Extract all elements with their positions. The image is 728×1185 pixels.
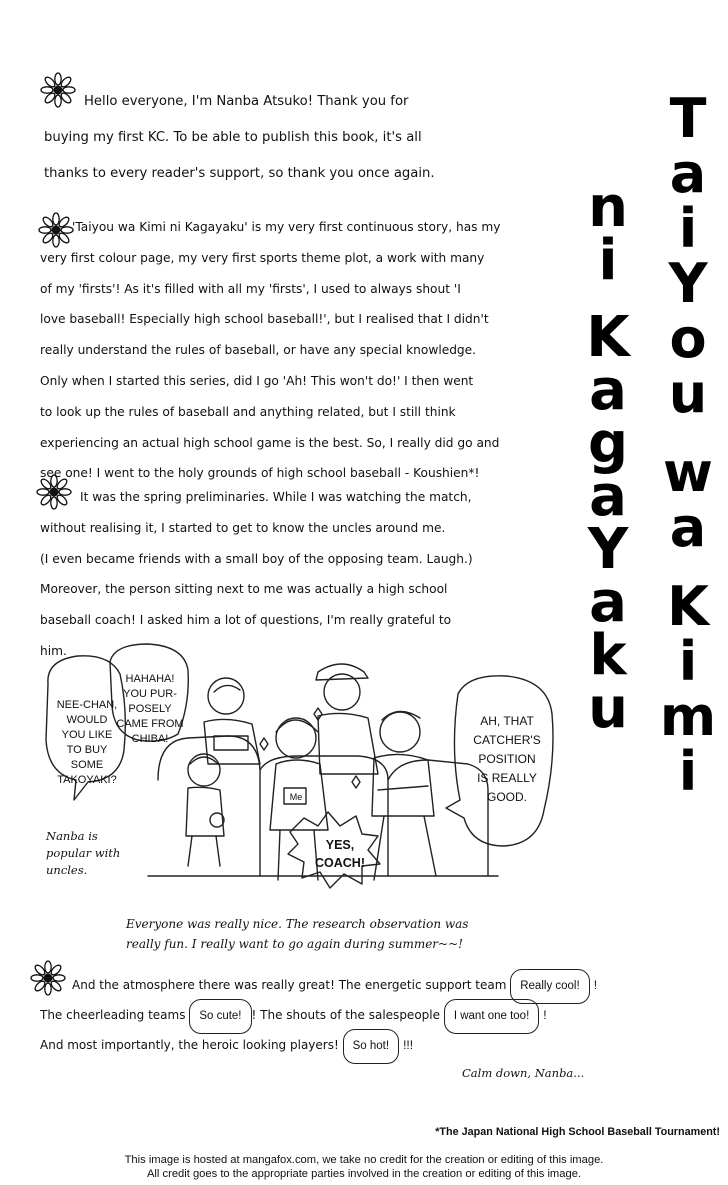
exclamation: !: [543, 1008, 547, 1022]
text-line: see one! I went to the holy grounds of high school baseball - Koushien*!: [40, 466, 480, 481]
title-char: i: [598, 228, 618, 293]
flower-icon: [40, 72, 76, 108]
text-line: [40, 1031, 597, 1061]
note-line: Nanba is: [46, 829, 98, 843]
title-char: o: [669, 307, 707, 370]
atmosphere-line-2b: ! The shouts of the salespeople: [251, 1008, 440, 1022]
title-column-right: [648, 87, 728, 803]
bubble-line: SOME: [70, 759, 104, 771]
speech-bubble-takoyaki: [52, 698, 122, 788]
title-char: u: [588, 676, 628, 741]
calm-down-note: Calm down, Nanba...: [462, 1066, 585, 1080]
bubble-line: AH, THAT: [480, 714, 534, 728]
title-char: i: [678, 630, 698, 693]
title-char: a: [589, 358, 627, 423]
title-char: a: [669, 142, 707, 205]
text-line: buying my first KC. To be able to publish this book, it's all: [44, 130, 422, 145]
bubble-line: NEE-CHAN,: [56, 699, 118, 711]
title-char: a: [669, 496, 707, 559]
bubble-line: YES,: [325, 838, 355, 852]
credit-line: All credit goes to the appropriate parties involved in the creation or editing of this image.: [146, 1168, 582, 1180]
exclamation: !: [593, 978, 598, 992]
bubble-line: POSITION: [478, 752, 536, 766]
title-char: i: [678, 197, 698, 260]
title-char: i: [678, 740, 698, 803]
caption-line: Everyone was really nice. The research observation was: [126, 917, 469, 931]
bubble-line: YOU LIKE: [61, 729, 113, 741]
bubble-line: COACH!: [315, 856, 365, 870]
atmosphere-paragraph: [40, 971, 597, 1061]
text-line: really understand the rules of baseball, or have any special knowledge.: [40, 343, 477, 358]
exclamation: !!!: [403, 1038, 414, 1052]
text-line: him.: [40, 643, 67, 658]
bubble-line: TO BUY: [66, 744, 108, 756]
text-line: Only when I started this series, did I go 'Ah! This won't do!' I then went: [40, 373, 474, 388]
bubble-really-cool: Really cool!: [510, 972, 589, 1001]
title-char: Y: [587, 517, 629, 582]
intro-paragraph: [44, 84, 435, 192]
illustration-caption: [126, 914, 468, 954]
text-line: (I even became friends with a small boy of the opposing team. Laugh.): [40, 551, 473, 566]
bubble-line: HAHAHA!: [125, 673, 175, 685]
bubble-line: YOU PUR-: [123, 688, 177, 700]
credit-line: This image is hosted at mangafox.com, we take no credit for the creation or editing of this image.: [124, 1154, 604, 1166]
bubble-line: POSELY: [128, 703, 172, 715]
title-char: g: [587, 411, 629, 476]
text-line: of my 'firsts'! As it's filled with all my 'firsts', I used to always shout 'I: [40, 281, 461, 296]
text-line: It was the spring preliminaries. While I was watching the match,: [80, 490, 472, 504]
hosting-credit: [0, 1153, 728, 1181]
bubble-so-cute: So cute!: [189, 1002, 251, 1031]
title-char: T: [669, 87, 707, 150]
title-char: a: [589, 464, 627, 529]
title-char: m: [659, 685, 717, 748]
bubble-so-hot: So hot!: [343, 1032, 399, 1061]
bubble-line: TAKOYAKI?: [57, 774, 117, 786]
title-char: K: [667, 575, 709, 638]
speech-bubble-chiba: [114, 672, 186, 747]
title-char: n: [588, 175, 628, 240]
caption-line: really fun. I really want to go again during summer~~!: [126, 937, 463, 951]
atmosphere-line-3: And most importantly, the heroic looking players!: [40, 1038, 339, 1052]
text-line: thanks to every reader's support, so thank you once again.: [44, 166, 435, 181]
note-line: uncles.: [46, 863, 88, 877]
speech-bubble-yes-coach: [300, 836, 380, 872]
text-line: Hello everyone, I'm Nanba Atsuko! Thank you for: [84, 94, 409, 109]
text-line: [40, 1001, 597, 1031]
text-line: without realising it, I started to get to know the uncles around me.: [40, 520, 446, 535]
footnote: *The Japan National High School Baseball Tournament!: [435, 1126, 720, 1138]
speech-bubble-catcher: [468, 712, 546, 807]
text-line: very first colour page, my very first sports theme plot, a work with many: [40, 250, 485, 265]
title-char: a: [589, 570, 627, 635]
bubble-line: IS REALLY: [477, 771, 537, 785]
atmosphere-line-2a: The cheerleading teams: [40, 1008, 186, 1022]
bubble-line: CHIBA!: [131, 733, 169, 745]
bubble-line: WOULD: [66, 714, 108, 726]
bubble-line: CATCHER'S: [473, 733, 541, 747]
title-char: u: [668, 362, 708, 425]
bubble-line: GOOD.: [486, 790, 527, 804]
text-line: Moreover, the person sitting next to me was actually a high school: [40, 582, 448, 597]
badge-text: Me: [289, 792, 303, 802]
bubble-i-want-one: I want one too!: [444, 1002, 539, 1031]
title-char: w: [663, 441, 713, 504]
title-char: Y: [668, 252, 708, 315]
text-line: experiencing an actual high school game is the best. So, I really did go and: [40, 435, 500, 450]
text-line: [72, 971, 597, 1001]
atmosphere-line-1: And the atmosphere there was really great! The energetic support team: [72, 978, 507, 992]
note-line: popular with: [46, 846, 121, 860]
title-char: K: [586, 305, 630, 370]
text-line: baseball coach! I asked him a lot of questions, I'm really grateful to: [40, 613, 452, 628]
text-line: to look up the rules of baseball and anything related, but I still think: [40, 404, 456, 419]
title-char: k: [589, 623, 627, 688]
text-line: 'Taiyou wa Kimi ni Kagayaku' is my very first continuous story, has my: [72, 220, 501, 234]
bubble-line: CAME FROM: [116, 718, 184, 730]
side-note: [46, 828, 126, 879]
text-line: love baseball! Especially high school baseball!', but I realised that I didn't: [40, 312, 489, 327]
story-paragraph: [40, 212, 501, 489]
